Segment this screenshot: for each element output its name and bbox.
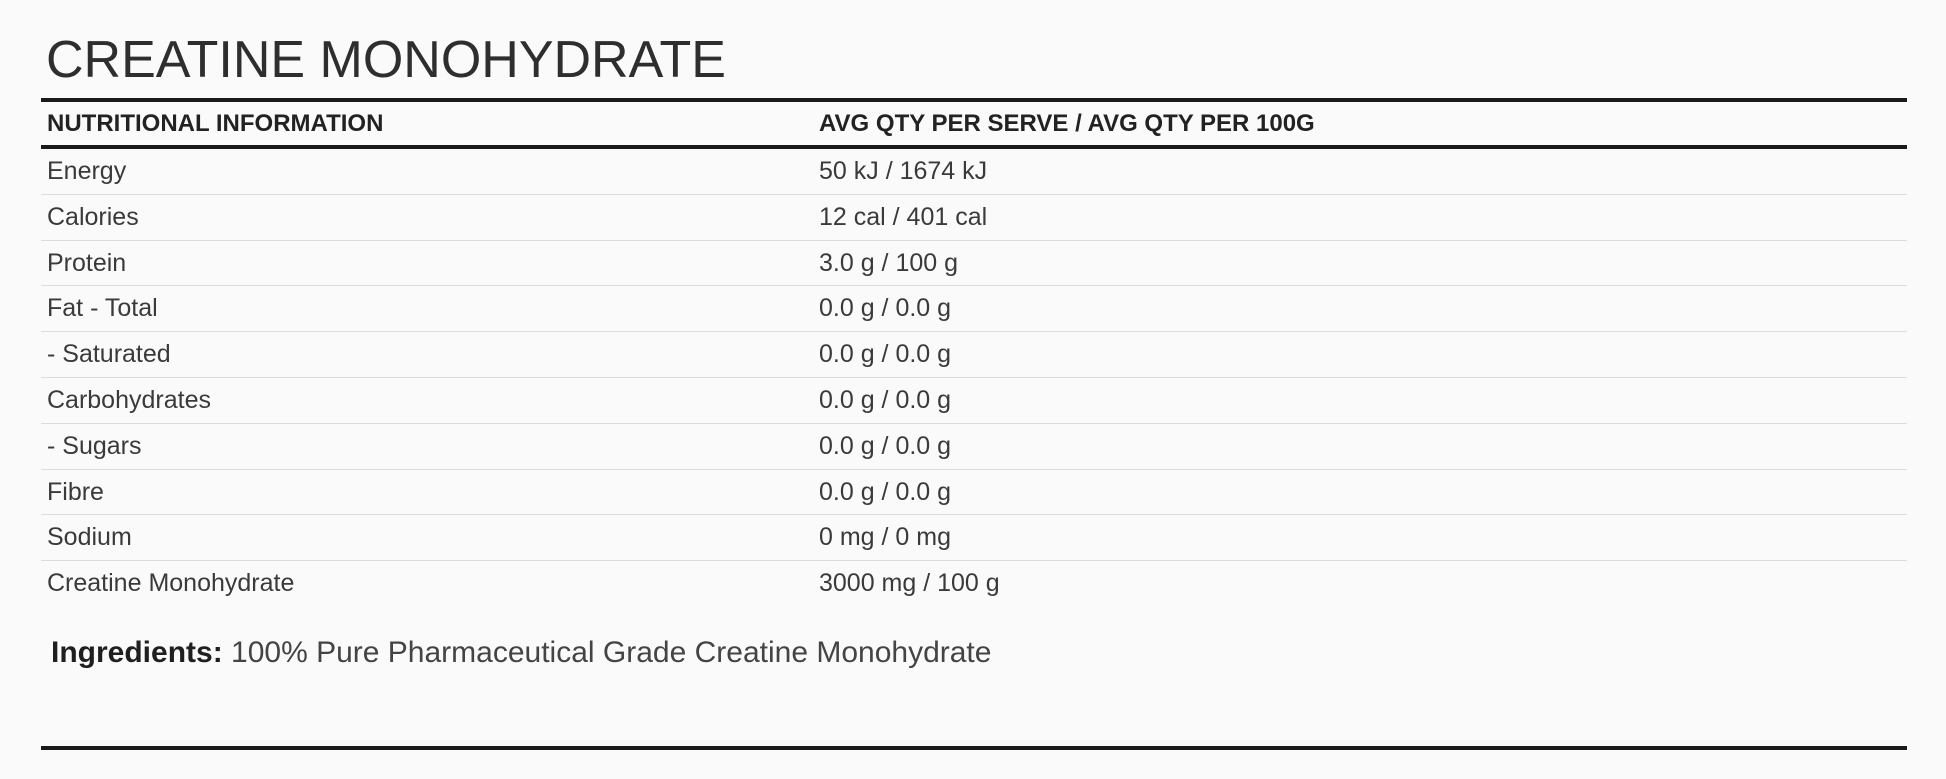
nutrient-name: Fibre xyxy=(47,477,104,506)
table-row xyxy=(41,195,1907,241)
nutrient-name: Carbohydrates xyxy=(47,385,211,414)
ingredients-text: 100% Pure Pharmaceutical Grade Creatine Monohydrate xyxy=(231,636,992,669)
nutrient-value: 0.0 g / 0.0 g xyxy=(819,340,952,369)
nutrient-value: 12 cal / 401 cal xyxy=(819,202,988,231)
nutrient-value: 0.0 g / 0.0 g xyxy=(819,294,952,323)
nutrient-name: Fat - Total xyxy=(47,294,158,323)
header-avg-qty: AVG QTY PER SERVE / AVG QTY PER 100G xyxy=(819,110,1315,137)
table-body xyxy=(41,149,1907,607)
panel-bottom-rule xyxy=(41,746,1907,750)
table-header-row xyxy=(41,102,1907,145)
nutrient-name: Creatine Monohydrate xyxy=(47,569,295,598)
table-row xyxy=(41,332,1907,378)
nutrient-value: 0.0 g / 0.0 g xyxy=(819,477,952,506)
table-row xyxy=(41,378,1907,424)
nutrient-value: 0.0 g / 0.0 g xyxy=(819,385,952,414)
ingredients-line xyxy=(51,633,991,673)
ingredients-label: Ingredients: xyxy=(51,636,223,669)
nutrient-name: - Saturated xyxy=(47,340,171,369)
table-row xyxy=(41,241,1907,287)
nutrient-value: 3000 mg / 100 g xyxy=(819,569,1000,598)
table-row xyxy=(41,515,1907,561)
table-row xyxy=(41,561,1907,607)
table-row xyxy=(41,149,1907,195)
nutrient-name: Energy xyxy=(47,157,127,185)
table-row xyxy=(41,470,1907,516)
nutrient-value: 0.0 g / 0.0 g xyxy=(819,431,952,460)
nutrient-value: 50 kJ / 1674 kJ xyxy=(819,157,988,185)
product-title: CREATINE MONOHYDRATE xyxy=(46,31,726,89)
nutrition-panel xyxy=(41,0,1907,779)
nutrient-name: Protein xyxy=(47,248,127,277)
nutrient-value: 3.0 g / 100 g xyxy=(819,248,959,277)
nutrient-value: 0 mg / 0 mg xyxy=(819,523,951,552)
table-row xyxy=(41,424,1907,470)
header-nutritional-information: NUTRITIONAL INFORMATION xyxy=(47,110,384,137)
nutrient-name: Calories xyxy=(47,202,139,231)
table-row xyxy=(41,286,1907,332)
nutrient-name: Sodium xyxy=(47,523,132,552)
nutrient-name: - Sugars xyxy=(47,431,142,460)
